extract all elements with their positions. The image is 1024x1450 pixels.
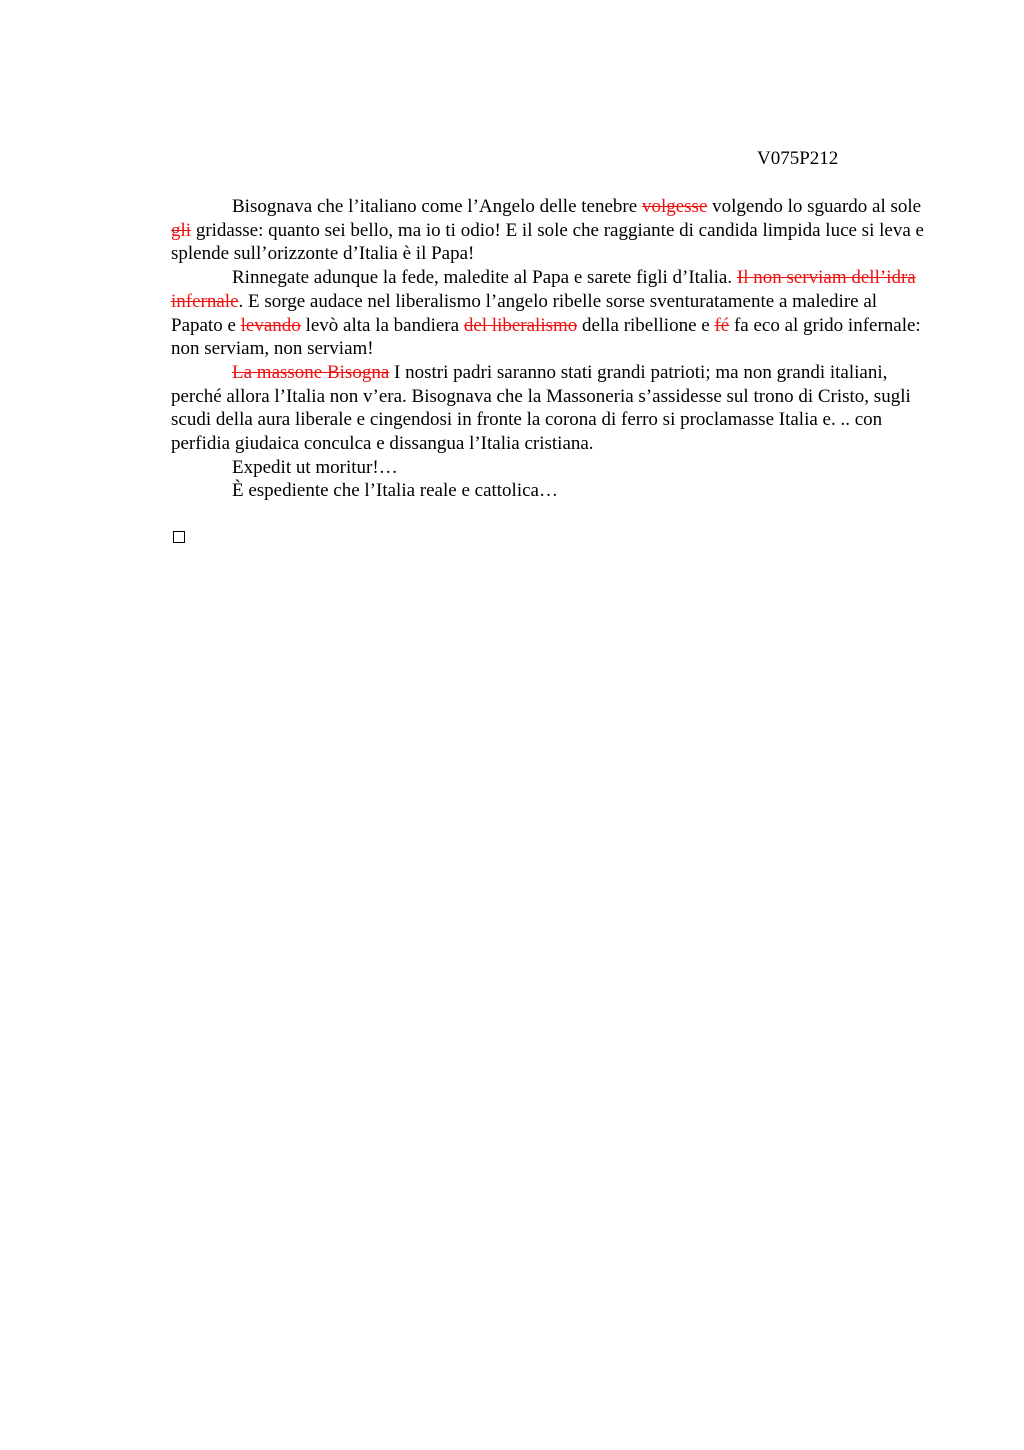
text-segment: I nostri padri saranno stati grandi patrioti; ma non grandi italiani, perché allora l’Italia non v’era. Bisognava che la Massoneria s’assidesse sul trono di Cristo, sugli scudi della aura liberale e cingendosi in fronte la corona di ferro si proclamasse Italia e. .. con perfidia giudaica conculca e dissangua l’Italia cristiana. (171, 361, 911, 455)
paragraph (171, 361, 931, 456)
page-identifier: V075P212 (757, 148, 839, 169)
deleted-text: levando (240, 314, 301, 336)
paragraph (171, 266, 931, 361)
text-segment: gridasse: quanto sei bello, ma io ti odio! E il sole che raggiante di candida limpida luce si leva e splende sull’orizzonte d’Italia è il Papa! (171, 219, 924, 265)
text-segment: Rinnegate adunque la fede, maledite al Papa e sarete figli d’Italia. (232, 267, 737, 289)
deleted-text: del liberalismo (463, 314, 578, 336)
paragraph (171, 456, 931, 480)
text-segment: della ribellione e (577, 314, 715, 336)
text-segment: Bisognava che l’italiano come l’Angelo delle tenebre (232, 196, 642, 217)
text-segment: levò alta la bandiera (300, 314, 464, 336)
text-segment: . E sorge audace nel liberalismo l’angelo ribelle sorse sventuratamente a maledire al Papato e (171, 290, 878, 336)
text-segment: Expedit ut moritur!… (232, 456, 398, 478)
paragraph (171, 195, 931, 266)
text-segment: volgendo lo sguardo al sole (707, 196, 922, 217)
deleted-text: gli (171, 219, 192, 241)
empty-square-icon (173, 531, 185, 543)
document-body (171, 195, 931, 503)
paragraph (171, 479, 931, 503)
text-segment: È espediente che l’Italia reale e cattolica… (232, 480, 558, 502)
text-segment: fa eco al grido infernale: non serviam, non serviam! (171, 314, 921, 360)
deleted-text: fé (714, 314, 730, 336)
deleted-text: volgesse (641, 196, 708, 217)
deleted-text: La massone Bisogna (232, 361, 390, 383)
deleted-text: Il non serviam dell’idra infernale (171, 267, 916, 312)
